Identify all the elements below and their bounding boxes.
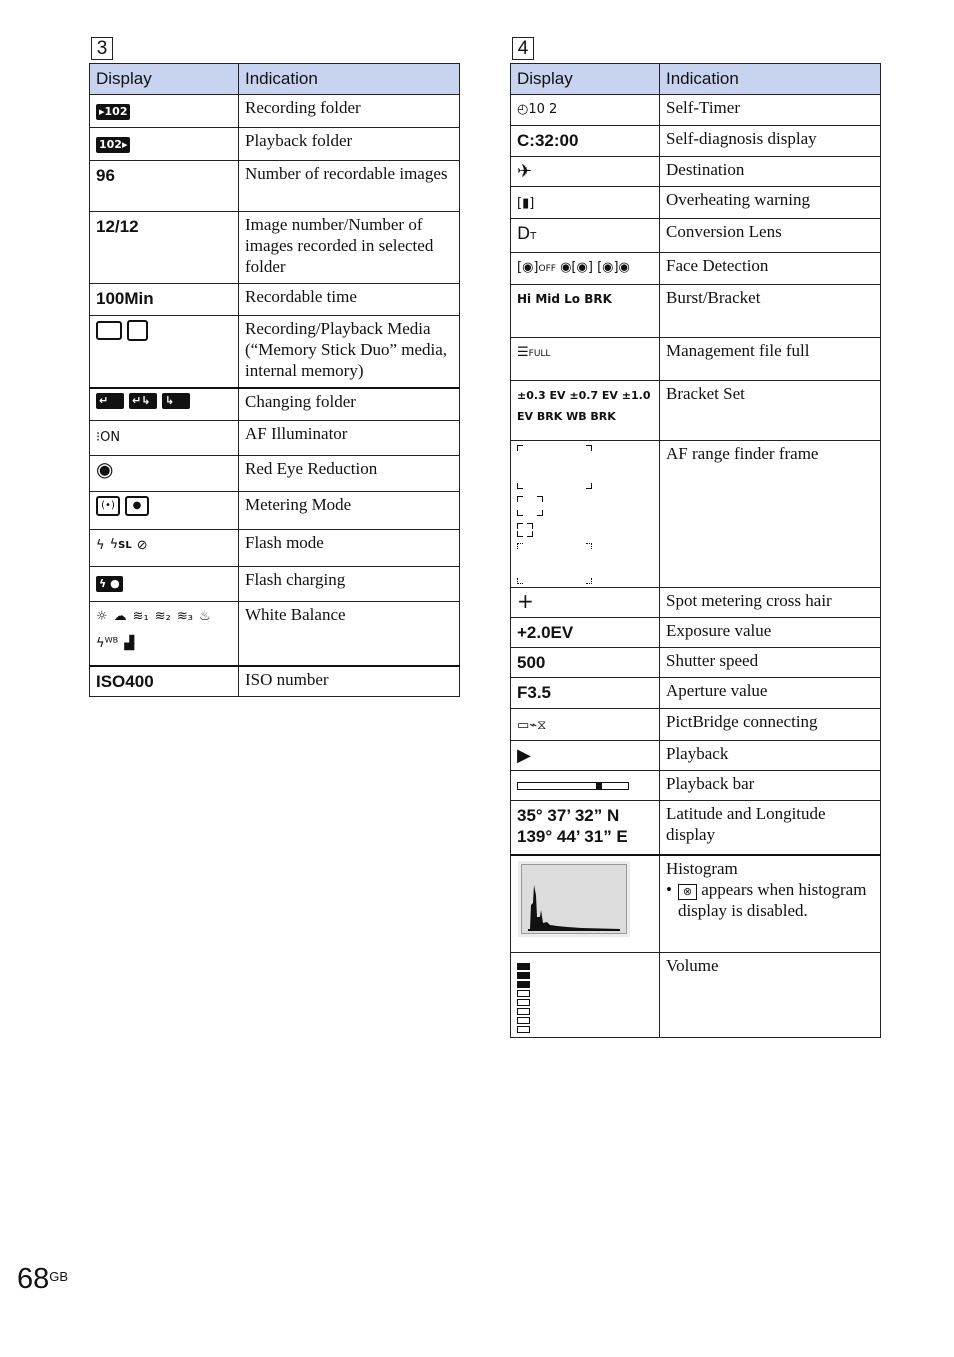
histogram-image [511, 855, 660, 953]
lat-long-value: 35° 37’ 32” N 139° 44’ 31” E [511, 801, 660, 855]
header-indication: Indication [239, 64, 460, 95]
histogram-indication: Histogram • ⊗ appears when histogram display is disabled. [660, 855, 881, 953]
flash-icon: ϟ [96, 537, 105, 553]
histogram-disabled-icon: ⊗ [678, 884, 697, 900]
burst-bracket-icons: Hi Mid Lo BRK [511, 285, 660, 338]
exposure-value: +2.0EV [511, 618, 660, 648]
bracket-set-icons: ±0.3 EV ±0.7 EV ±1.0 EV BRK WB BRK [511, 381, 660, 441]
right-table [510, 63, 881, 1038]
iso-value: ISO400 [90, 666, 239, 697]
indication: Aperture value [660, 678, 881, 709]
section-number-3: 3 [91, 37, 113, 60]
recordable-images-value: 96 [90, 161, 239, 212]
indication: Management file full [660, 338, 881, 381]
indication: Recordable time [239, 284, 460, 316]
left-table [89, 63, 460, 697]
indication: Bracket Set [660, 381, 881, 441]
indication: AF Illuminator [239, 421, 460, 456]
indication: Recording folder [239, 95, 460, 128]
indication: Flash mode [239, 530, 460, 567]
pictbridge-icon: ▭⌁⧖ [511, 709, 660, 741]
conversion-lens-icon: DT [511, 219, 660, 253]
metering-mode-icons [90, 492, 239, 530]
changing-folder-icons [90, 388, 239, 421]
indication: Conversion Lens [660, 219, 881, 253]
indication: Spot metering cross hair [660, 588, 881, 618]
shutter-speed-value: 500 [511, 648, 660, 678]
image-number-value: 12/12 [90, 212, 239, 284]
playback-folder-icon: 102▸ [90, 128, 239, 161]
indication: Playback folder [239, 128, 460, 161]
indication: AF range finder frame [660, 441, 881, 588]
daylight-icon: ☼ [96, 609, 108, 624]
af-illuminator-icon: ⁝ON [90, 421, 239, 456]
cloudy-icon: ☁ [113, 609, 127, 624]
indication: Volume [660, 953, 881, 1038]
fluorescent1-icon: ≋₁ [132, 609, 149, 624]
cross-hair-icon: + [511, 588, 660, 618]
af-range-frames [511, 441, 660, 588]
indication: ISO number [239, 666, 460, 697]
indication: Face Detection [660, 253, 881, 285]
one-push-icon: ▟ [124, 636, 135, 651]
playback-bar [511, 771, 660, 801]
volume-bars [511, 953, 660, 1038]
aperture-value: F3.5 [511, 678, 660, 709]
indication: Metering Mode [239, 492, 460, 530]
indication: Self-Timer [660, 95, 881, 126]
indication: Burst/Bracket [660, 285, 881, 338]
play-icon: ▶ [511, 741, 660, 771]
self-diagnosis-value: C:32:00 [511, 126, 660, 157]
recording-folder-icon: ▸102 [90, 95, 239, 128]
histogram-note: • ⊗ appears when histogram display is disabled. [666, 879, 867, 920]
indication: PictBridge connecting [660, 709, 881, 741]
indication: Number of recordable images [239, 161, 460, 212]
header-indication: Indication [660, 64, 881, 95]
internal-memory-icon [127, 320, 148, 341]
folder-next-icon: ↳ [162, 393, 190, 409]
airplane-icon: ✈ [511, 157, 660, 187]
fluorescent3-icon: ≋₃ [176, 609, 193, 624]
fluorescent2-icon: ≋₂ [154, 609, 171, 624]
face-detection-icons: [◉]OFF ◉[◉] [◉]◉ [511, 253, 660, 285]
indication: Playback bar [660, 771, 881, 801]
media-icons [90, 316, 239, 388]
flash-charging-icon: ϟ ● [90, 567, 239, 602]
folder-prev-icon: ↵ [96, 393, 124, 409]
indication: Self-diagnosis display [660, 126, 881, 157]
indication: White Balance [239, 602, 460, 666]
indication: Changing folder [239, 388, 460, 421]
indication: Image number/Number of images recorded in selected folder [239, 212, 460, 284]
indication: Red Eye Reduction [239, 456, 460, 492]
white-balance-icons [90, 602, 239, 666]
eye-icon: ◉ [90, 456, 239, 492]
indication: Recording/Playback Media (“Memory Stick Duo” media, internal memory) [239, 316, 460, 388]
management-file-full-icon: ☰FULL [511, 338, 660, 381]
spot-metering-icon: ● [125, 496, 149, 516]
indication: Overheating warning [660, 187, 881, 219]
recordable-time-value: 100Min [90, 284, 239, 316]
indication: Shutter speed [660, 648, 881, 678]
page-number: $68^{GB}$ [17, 1263, 69, 1295]
slow-sync-icon: ϟSL [109, 537, 132, 552]
indication: Flash charging [239, 567, 460, 602]
section-number-4: 4 [512, 37, 534, 60]
header-display: Display [511, 64, 660, 95]
incandescent-icon: ♨ [198, 609, 211, 624]
multi-metering-icon: (•) [96, 496, 120, 516]
indication: Playback [660, 741, 881, 771]
indication: Latitude and Longitude display [660, 801, 881, 855]
overheat-icon: [▮] [511, 187, 660, 219]
flash-mode-icons [90, 530, 239, 567]
indication: Destination [660, 157, 881, 187]
flash-wb-icon: ϟᵂᴮ [96, 636, 119, 651]
histogram-graph [522, 865, 626, 933]
header-display: Display [90, 64, 239, 95]
folder-change-icon: ↵↳ [129, 393, 157, 409]
flash-off-icon: ⊘ [136, 537, 148, 553]
self-timer-icons: ◴10 2 [511, 95, 660, 126]
indication: Exposure value [660, 618, 881, 648]
memory-stick-icon [96, 321, 122, 340]
